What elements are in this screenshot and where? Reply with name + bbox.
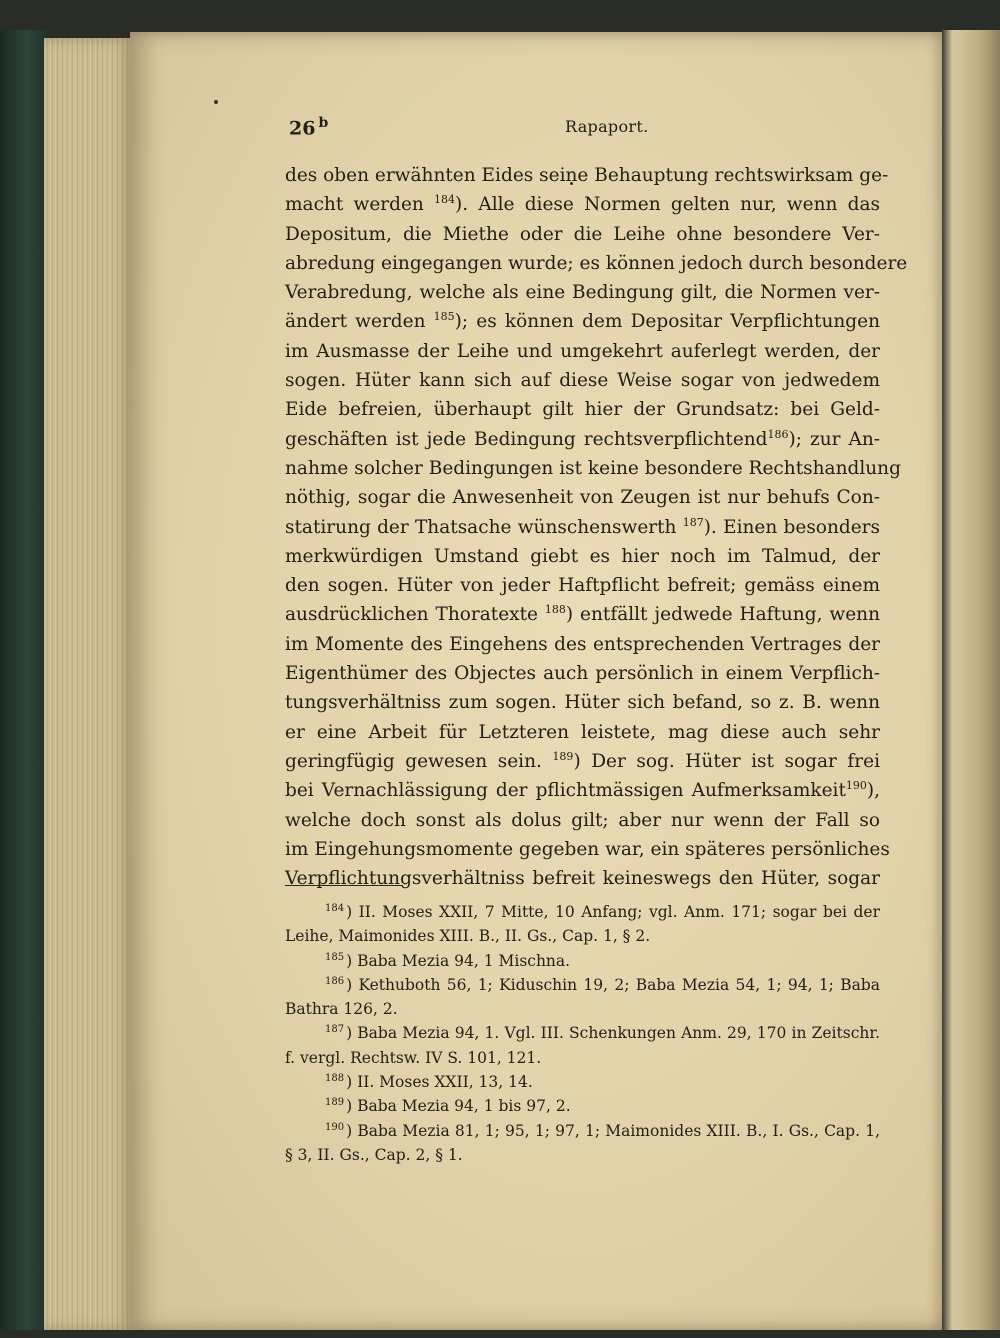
footnote-reference: 188: [544, 603, 566, 617]
footnote-number: 190: [325, 1121, 345, 1133]
footnote-text: ) Baba Mezia 94, 1. Vgl. III. Schenkungen Anm. 29, 170 in Zeitschr. f. vergl. Rechtsw. IV S. 101, 121.: [285, 1024, 880, 1067]
paper-speck: [214, 100, 218, 104]
body-line: geringfügig gewesen sein. $^{189}$) Der sog. Hüter ist sogar frei: [285, 749, 880, 772]
footnotes: [285, 900, 880, 1167]
body-line: er eine Arbeit für Letzteren leistete, mag diese auch sehr: [285, 721, 880, 743]
footnote: [285, 1070, 880, 1094]
footnote-text: ) II. Moses XXII, 13, 14.: [346, 1073, 533, 1092]
footnote: [285, 900, 880, 949]
running-head: Rapaport.: [565, 117, 649, 136]
footnote-number: 184: [325, 903, 345, 914]
body-line: welche doch sonst als dolus gilt; aber nur wenn der Fall so: [285, 809, 880, 831]
footnote-text: ) Kethuboth 56, 1; Kiduschin 19, 2; Baba Mezia 54, 1; 94, 1; Baba Bathra 126, 2.: [285, 975, 880, 1019]
footnote-reference: 189: [552, 749, 574, 763]
footnote-number: 185: [325, 951, 345, 963]
body-line: Verabredung, welche als eine Bedingung gilt, die Normen ver-: [285, 282, 880, 304]
footnote-reference: 185: [433, 310, 455, 324]
body-line: macht werden $^{184}$). Alle diese Normen gelten nur, wenn das: [285, 193, 880, 216]
footnote-reference: 186: [767, 427, 789, 441]
body-line: Verpflichtungsverhältniss befreit keineswegs den Hüter, sogar: [285, 868, 880, 890]
footnote: [285, 1119, 880, 1168]
footnote-reference: 190: [845, 779, 867, 793]
footnote: [285, 973, 880, 1022]
footnote-number: 189: [325, 1097, 345, 1109]
footnote-number: 188: [325, 1073, 345, 1085]
body-line: bei Vernachlässigung der pflichtmässigen Aufmerksamkeit$^{190}$),: [285, 779, 880, 802]
footnote-text: ) Baba Mezia 81, 1; 95, 1; 97, 1; Maimonides XIII. B., I. Gs., Cap. 1, § 3, II. Gs., Cap. 2, § 1.: [285, 1121, 880, 1164]
book-edge-right: [942, 30, 1000, 1330]
footnote-text: ) II. Moses XXII, 7 Mitte, 10 Anfang; vgl. Anm. 171; sogar bei der Leihe, Maimonides XIII. B., II. Gs., Cap. 1, § 2.: [285, 903, 880, 946]
body-line: im Eingehungsmomente gegeben war, ein späteres persönliches: [285, 838, 890, 860]
footnote-reference: 187: [682, 515, 704, 529]
body-line: nöthig, sogar die Anwesenheit von Zeugen ist nur behufs Con-: [285, 487, 880, 509]
footnote-rule: [285, 885, 403, 886]
body-line: merkwürdigen Umstand giebt es hier noch im Talmud, der: [285, 545, 880, 567]
footnote: [285, 1094, 880, 1118]
page-header: [285, 115, 880, 139]
body-text: [285, 161, 908, 893]
page-number: 26 $^b$: [289, 115, 329, 140]
body-line: des oben erwähnten Eides seine Behauptung rechtswirksam ge-: [285, 165, 889, 186]
body-line: ausdrücklichen Thoratexte $^{188}$) entfällt jedwede Haftung, wenn: [285, 603, 880, 626]
book-cover-left: [0, 30, 48, 1330]
body-line: sogen. Hüter kann sich auf diese Weise sogar von jedwedem: [285, 370, 880, 392]
body-line: im Ausmasse der Leihe und umgekehrt auferlegt werden, der: [285, 340, 880, 362]
footnote: [285, 949, 880, 973]
body-line: nahme solcher Bedingungen ist keine besondere Rechtshandlung: [285, 457, 901, 479]
footnote: [285, 1021, 880, 1070]
body-line: Depositum, die Miethe oder die Leihe ohne besondere Ver-: [285, 223, 880, 245]
footnote-number: 186: [325, 975, 345, 987]
body-line: tungsverhältniss zum sogen. Hüter sich befand, so z. B. wenn: [285, 692, 880, 714]
body-line: geschäften ist jede Bedingung rechtsverpflichtend$^{186}$); zur An-: [285, 427, 881, 450]
footnote-text: ) Baba Mezia 94, 1 bis 97, 2.: [346, 1097, 571, 1116]
body-line: Eide befreien, überhaupt gilt hier der Grundsatz: bei Geld-: [285, 399, 880, 421]
body-line: ändert werden $^{185}$); es können dem Depositar Verpflichtungen: [285, 310, 881, 333]
footnote-reference: 184: [434, 193, 456, 207]
body-line: Eigenthümer des Objectes auch persönlich in einem Verpflich-: [285, 663, 880, 685]
body-line: den sogen. Hüter von jeder Haftpflicht befreit; gemäss einem: [285, 575, 880, 597]
body-line: statirung der Thatsache wünschenswerth $^{187}$). Einen besonders: [285, 515, 880, 538]
footnote-text: ) Baba Mezia 94, 1 Mischna.: [346, 951, 571, 970]
body-line: im Momente des Eingehens des entsprechenden Vertrages der: [285, 633, 880, 655]
footnote-number: 187: [325, 1024, 345, 1036]
body-line: abredung eingegangen wurde; es können jedoch durch besondere: [285, 252, 908, 274]
page-stack-edge: [44, 38, 134, 1330]
page-number-mark: b: [318, 115, 329, 131]
